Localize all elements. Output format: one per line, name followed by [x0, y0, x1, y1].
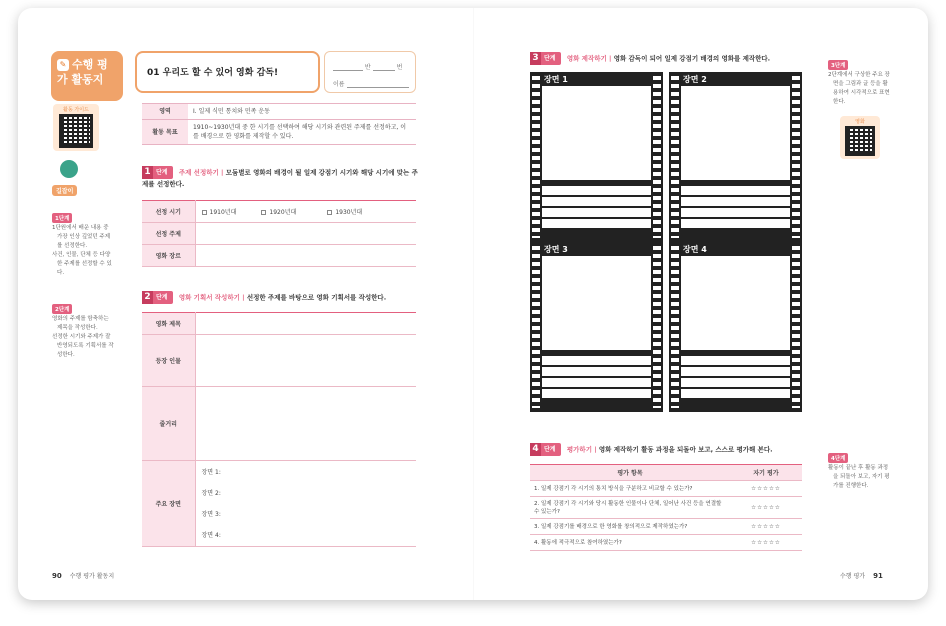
- rating-stars-3[interactable]: ☆☆☆☆☆: [730, 519, 802, 535]
- step4-desc: 영화 제작하기 활동 과정을 되돌아 보고, 스스로 평가해 본다.: [598, 445, 773, 454]
- eval-item-2: 2. 일제 강점기 각 시기와 당시 활동한 인물이나 단체, 일어난 사건 등을 연결할 수 있는가?: [530, 497, 730, 519]
- plot-label: 줄거리: [142, 387, 195, 461]
- scene-line-2: 장면 2:: [201, 489, 221, 497]
- rating-stars-1[interactable]: ☆☆☆☆☆: [730, 481, 802, 497]
- movie-qr[interactable]: [840, 116, 880, 159]
- guide-step3-tag: 3단계: [828, 60, 848, 70]
- rating-stars-4[interactable]: ☆☆☆☆☆: [730, 535, 802, 551]
- step2-desc: 선정한 주제를 바탕으로 영화 기획서를 작성한다.: [246, 293, 387, 302]
- qr-code-icon: [59, 114, 93, 148]
- lamp-icon: [60, 160, 78, 178]
- genre-label: 영화 장르: [142, 245, 195, 267]
- guide-qr-label: 활동 가이드: [63, 107, 89, 113]
- genre-field[interactable]: [195, 245, 416, 267]
- pencil-icon: ✎: [57, 59, 69, 71]
- film-frame-4[interactable]: [669, 242, 802, 412]
- area-value: Ⅰ. 일제 식민 통치와 민족 운동: [188, 104, 416, 120]
- film-frame-2-label: 장면 2: [683, 75, 707, 84]
- student-info-box: [324, 51, 416, 93]
- film-frame-3-drawing-area[interactable]: [542, 256, 651, 350]
- guide-sidebar: [52, 160, 114, 278]
- eval-item-header: 평가 항목: [530, 465, 730, 481]
- film-frame-3[interactable]: [530, 242, 663, 412]
- guide-step2: [52, 296, 114, 360]
- movie-title-label: 영화 제목: [142, 313, 195, 335]
- worksheet-title: 01 우리도 할 수 있어 영화 감독!: [135, 51, 320, 93]
- qr-code-icon: [845, 126, 875, 156]
- topic-field[interactable]: [195, 223, 416, 245]
- movie-qr-label: 영화: [855, 119, 865, 125]
- guide-step1-tag: 1단계: [52, 213, 72, 223]
- guide-step4: [828, 445, 892, 491]
- step1-table: [142, 200, 416, 267]
- guide-step4-tag: 4단계: [828, 453, 848, 463]
- film-frame-4-drawing-area[interactable]: [681, 256, 790, 350]
- eval-item-1: 1. 일제 강점기 각 시기의 통치 방식을 구분하고 비교할 수 있는가?: [530, 481, 730, 497]
- step1-heading: 1 단계 주제 선정하기 | 모둠별로 영화의 배경이 될 일제 강점기 시기와 해당 시기에 맞는 주제를 선정한다.: [142, 167, 418, 188]
- film-frame-1-drawing-area[interactable]: [542, 86, 651, 180]
- topic-label: 선정 주제: [142, 223, 195, 245]
- scene-line-3: 장면 3:: [201, 510, 221, 518]
- scene-line-4: 장면 4:: [201, 531, 221, 539]
- guide-step3: [828, 52, 892, 107]
- period-options: 1910년대 1920년대 1930년대: [195, 201, 416, 223]
- number-label: 번: [396, 64, 403, 71]
- key-scenes-field[interactable]: [195, 461, 416, 547]
- self-eval-header: 자기 평가: [730, 465, 802, 481]
- step1-desc: 모둠별로 영화의 배경이 될 일제 강점기 시기와 해당 시기에 맞는 주제를 선정한다.: [142, 168, 418, 188]
- rating-stars-2[interactable]: ☆☆☆☆☆: [730, 497, 802, 519]
- step1-name: 주제 선정하기 |: [178, 168, 224, 177]
- step3-name: 영화 제작하기 |: [566, 54, 612, 63]
- guide-step2-tag: 2단계: [52, 304, 72, 314]
- film-frame-1-label: 장면 1: [544, 75, 568, 84]
- left-footer-text: 수행 평가 활동지: [69, 573, 115, 580]
- step2-name: 영화 기획서 작성하기 |: [178, 293, 245, 302]
- right-footer-text: 수행 평가: [840, 573, 866, 580]
- guide-badge: 길잡이: [52, 185, 77, 196]
- step2-table: [142, 312, 416, 547]
- guide-qr[interactable]: [53, 104, 99, 151]
- worksheet-badge: [51, 51, 123, 101]
- area-label: 영역: [142, 104, 188, 120]
- eval-item-3: 3. 일제 강점기를 배경으로 한 영화를 창의적으로 제작하였는가?: [530, 519, 730, 535]
- step3-desc: 영화 감독이 되어 일제 강점기 배경의 영화를 제작한다.: [613, 54, 771, 63]
- step4-heading: 4 단계 평가하기 | 영화 제작하기 활동 과정을 되돌아 보고, 스스로 평가해 본다.: [530, 443, 820, 456]
- info-table: [142, 103, 416, 145]
- eval-item-4: 4. 활동에 적극적으로 참여하였는가?: [530, 535, 730, 551]
- movie-title-field[interactable]: [195, 313, 416, 335]
- guide-step3-text: 2단계에서 구상한 주요 장면을 그림과 글 등을 활용하여 시각적으로 표현한다.: [828, 72, 890, 105]
- step2-heading: 2 단계 영화 기획서 작성하기 | 선정한 주제를 바탕으로 영화 기획서를 작성한다.: [142, 291, 418, 304]
- left-page-number: 90: [52, 572, 62, 580]
- checkbox-1910[interactable]: [202, 210, 207, 215]
- step4-name: 평가하기 |: [566, 445, 597, 454]
- scene-line-1: 장면 1:: [201, 468, 221, 476]
- guide-step2-text: 영화의 주제를 함축하는 제목을 작성한다. 선정한 시기와 주제가 잘 반영되도록 기획서를 작성한다.: [52, 316, 114, 358]
- plot-field[interactable]: [195, 387, 416, 461]
- key-scenes-label: 주요 장면: [142, 461, 195, 547]
- film-frame-1[interactable]: [530, 72, 663, 242]
- book-spread: [18, 8, 928, 600]
- goal-value: 1910~1930년대 중 한 시기를 선택하여 해당 시기와 관련된 주제를 선정하고, 이를 배경으로 한 영화를 제작할 수 있다.: [188, 120, 416, 145]
- film-frame-2-drawing-area[interactable]: [681, 86, 790, 180]
- right-page-number: 91: [873, 572, 883, 580]
- film-frame-3-label: 장면 3: [544, 245, 568, 254]
- film-frame-4-label: 장면 4: [683, 245, 707, 254]
- step3-heading: 3 단계 영화 제작하기 | 영화 감독이 되어 일제 강점기 배경의 영화를 제작한다.: [530, 52, 820, 65]
- goal-label: 활동 목표: [142, 120, 188, 145]
- film-frame-2[interactable]: [669, 72, 802, 242]
- guide-step4-text: 활동이 끝난 후 활동 과정을 되돌아 보고, 자기 평가를 진행한다.: [828, 465, 890, 489]
- class-label: 반: [364, 64, 371, 71]
- guide-step1-text: 1단원에서 배운 내용 중 가장 인상 깊었던 주제를 선정한다. 사건, 인물, 단체 등 다양한 주제를 선정할 수 있다.: [52, 225, 112, 276]
- worksheet-badge-text: 수행 평가 활동지: [57, 58, 108, 86]
- characters-label: 등장 인물: [142, 335, 195, 387]
- name-label: 이름: [333, 81, 345, 88]
- checkbox-1920[interactable]: [261, 210, 266, 215]
- evaluation-table: [530, 464, 802, 551]
- checkbox-1930[interactable]: [327, 210, 332, 215]
- period-label: 선정 시기: [142, 201, 195, 223]
- page-fold: [473, 8, 474, 600]
- left-footer: [52, 571, 114, 580]
- characters-field[interactable]: [195, 335, 416, 387]
- right-footer: [840, 571, 891, 580]
